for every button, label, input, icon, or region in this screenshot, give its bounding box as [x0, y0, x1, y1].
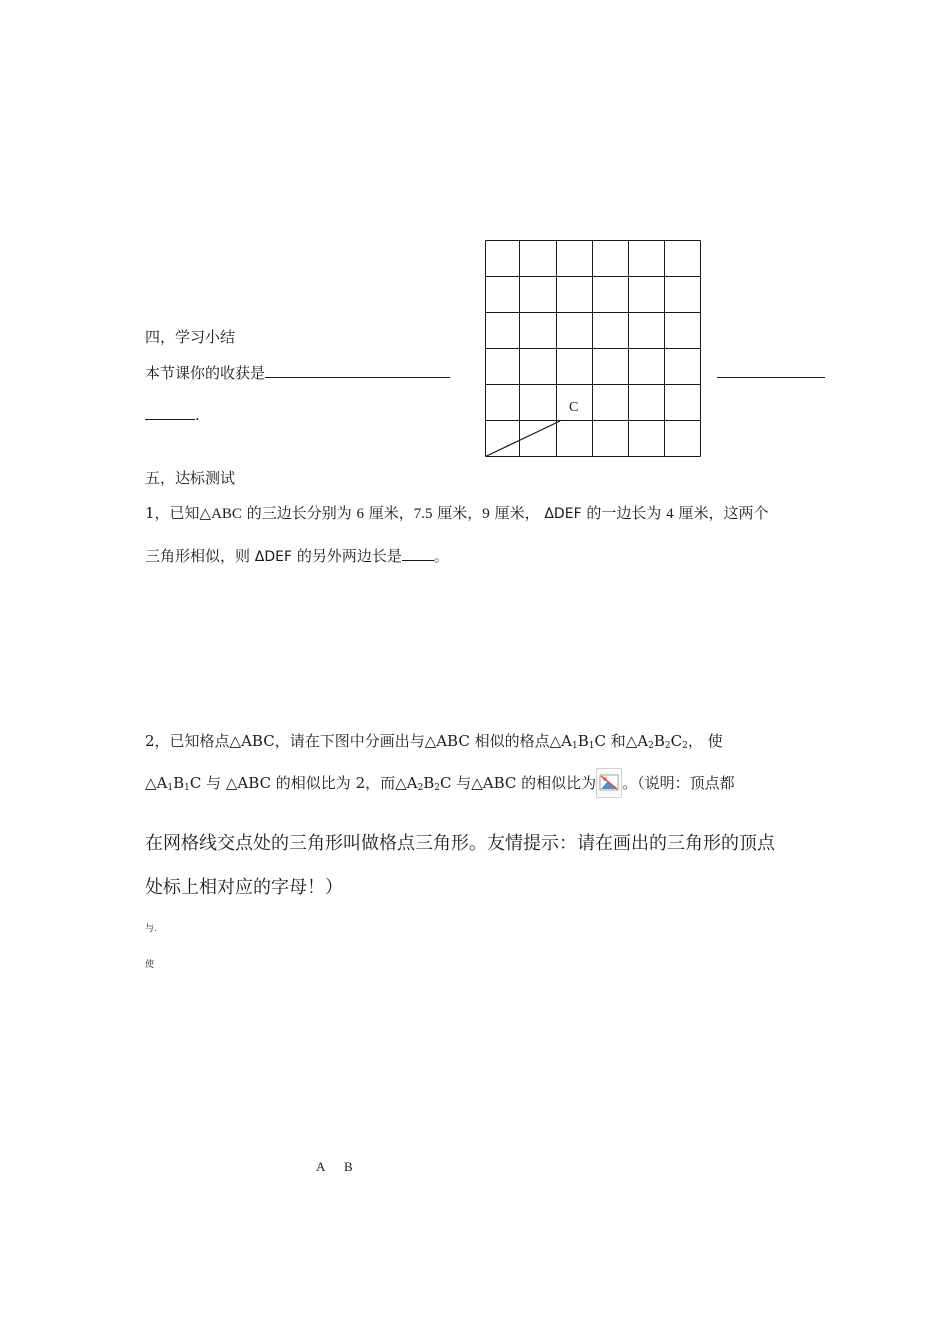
section-5-heading: 五，达标测试: [145, 469, 236, 487]
triangle-side: [486, 421, 561, 457]
small-text-1: 与.: [145, 924, 157, 934]
vertex-label-a: A: [316, 1159, 326, 1174]
vertex-label-c: C: [569, 400, 579, 415]
question-2-line-3: 在网格线交点处的三角形叫做格点三角形。友情提示：请在画出的三角形的顶点: [145, 833, 775, 854]
section-4-prompt: [145, 362, 450, 383]
question-1-line-1: 1，已知△ABC 的三边长分别为 6 厘米，7.5 厘米，9 厘米， ΔDEF 的一边长为 4 厘米，这两个: [145, 504, 769, 522]
answer-blank-continued: [145, 405, 195, 420]
grid-lines: [486, 241, 701, 457]
small-text-2: 使: [145, 960, 155, 970]
question-2-line-2: $\triangle A_1B_1C$ 与 △ABC 的相似比为 2，而$\triangle A_2B_2C$ 与△ABC 的相似比为 。（说明：顶点都: [145, 768, 735, 798]
answer-blank: [265, 363, 450, 378]
answer-continuation: [145, 405, 200, 424]
grid-figure: [485, 240, 703, 460]
broken-image-icon: [596, 768, 622, 798]
harvest-prompt: 本节课你的收获是: [145, 364, 266, 382]
question-1-line-2: 三角形相似，则 ΔDEF 的另外两边长是 。: [145, 547, 449, 565]
period: .: [195, 406, 200, 424]
question-2-line-1: 2，已知格点△ABC，请在下图中分画出与△ABC 相似的格点$\triangle A_1B_1C$ 和$\triangle A_2B_2C_2$， 使: [145, 732, 723, 751]
question-2-line-4: 处标上相对应的字母！）: [145, 877, 343, 898]
q1-answer-blank: [402, 546, 434, 561]
section-4-heading: 四，学习小结: [145, 328, 236, 346]
vertex-label-b: B: [344, 1159, 353, 1174]
answer-blank-right: [717, 377, 825, 378]
